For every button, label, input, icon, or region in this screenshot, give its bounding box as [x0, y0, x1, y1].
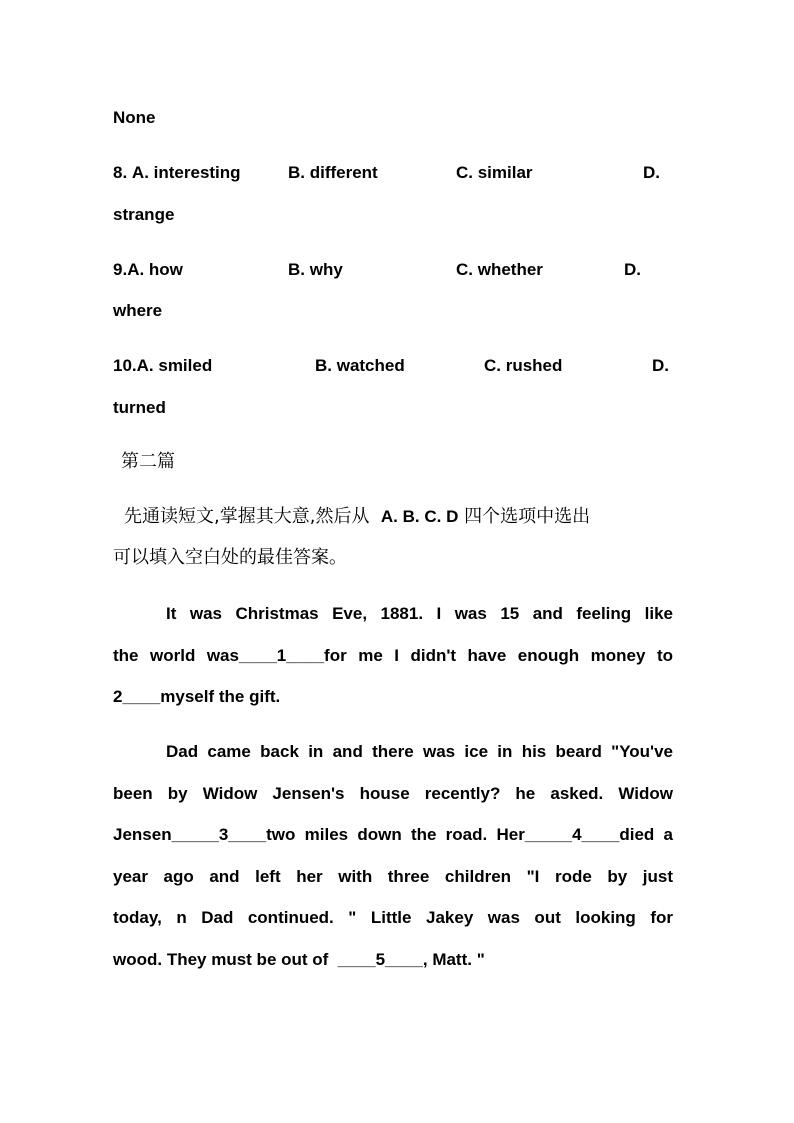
passage-line: today, n Dad continued. " Little Jakey was out looking for — [113, 908, 673, 927]
question-10-option-d: D. — [652, 356, 669, 375]
blank-5: ____5____ — [337, 950, 423, 969]
header-text: None — [113, 108, 156, 127]
option-text: A. how — [127, 260, 183, 279]
question-10-continuation: turned — [113, 398, 166, 417]
passage-text: for me I didn't have enough money to — [324, 646, 673, 665]
question-9-continuation: where — [113, 301, 163, 320]
option-text: A. smiled — [136, 356, 213, 375]
passage-line: year ago and left her with three children "I rode by just — [113, 867, 673, 886]
blank-3: _____3____ — [171, 825, 267, 844]
question-9-option-b: B. why — [288, 260, 343, 279]
option-text: A. interesting — [131, 163, 241, 182]
question-10-option-b: B. watched — [315, 356, 405, 375]
passage-text: Jensen — [113, 825, 172, 844]
instructions-line-1 — [124, 506, 684, 528]
passage-text: two miles down the road. Her — [266, 825, 525, 844]
passage-line — [113, 686, 673, 708]
question-8-option-a — [113, 162, 241, 184]
passage-line: It was Christmas Eve, 1881. I was 15 and feeling like — [166, 604, 673, 623]
instructions-line-2: 可以填入空白处的最佳答案。 — [113, 547, 347, 568]
blank-2: 2____ — [113, 687, 161, 706]
question-8-option-b: B. different — [288, 163, 378, 182]
section-title: 第二篇 — [121, 451, 175, 472]
instructions-letters: A. B. C. D — [380, 507, 459, 526]
question-8-continuation: strange — [113, 205, 175, 224]
instructions-part-2: 四个选项中选出 — [464, 506, 591, 527]
question-number: 9. — [113, 260, 128, 279]
question-8-option-d: D. — [643, 163, 660, 182]
passage-text: wood. They must be out of — [113, 950, 329, 969]
question-9-option-a — [113, 259, 183, 281]
question-9-option-d: D. — [624, 260, 641, 279]
passage-text: myself the gift. — [160, 687, 281, 706]
passage-text: died a — [619, 825, 674, 844]
question-9-option-c: C. whether — [456, 260, 543, 279]
blank-4: _____4____ — [524, 825, 620, 844]
question-10-option-c: C. rushed — [484, 356, 563, 375]
question-number: 8. — [113, 163, 128, 182]
passage-text: the world was — [113, 646, 239, 665]
passage-line — [113, 824, 673, 846]
question-10-option-a — [113, 355, 212, 377]
passage-text: , Matt. " — [422, 950, 485, 969]
instructions-part-1: 先通读短文,掌握其大意,然后从 — [124, 506, 370, 527]
passage-line: Dad came back in and there was ice in his beard "You've — [166, 742, 673, 761]
passage-line — [113, 645, 673, 667]
question-8-option-c: C. similar — [456, 163, 533, 182]
passage-line — [113, 949, 673, 971]
blank-1: ____1____ — [238, 646, 325, 665]
passage-line: been by Widow Jensen's house recently? he asked. Widow — [113, 784, 673, 803]
question-number: 10. — [113, 356, 137, 375]
